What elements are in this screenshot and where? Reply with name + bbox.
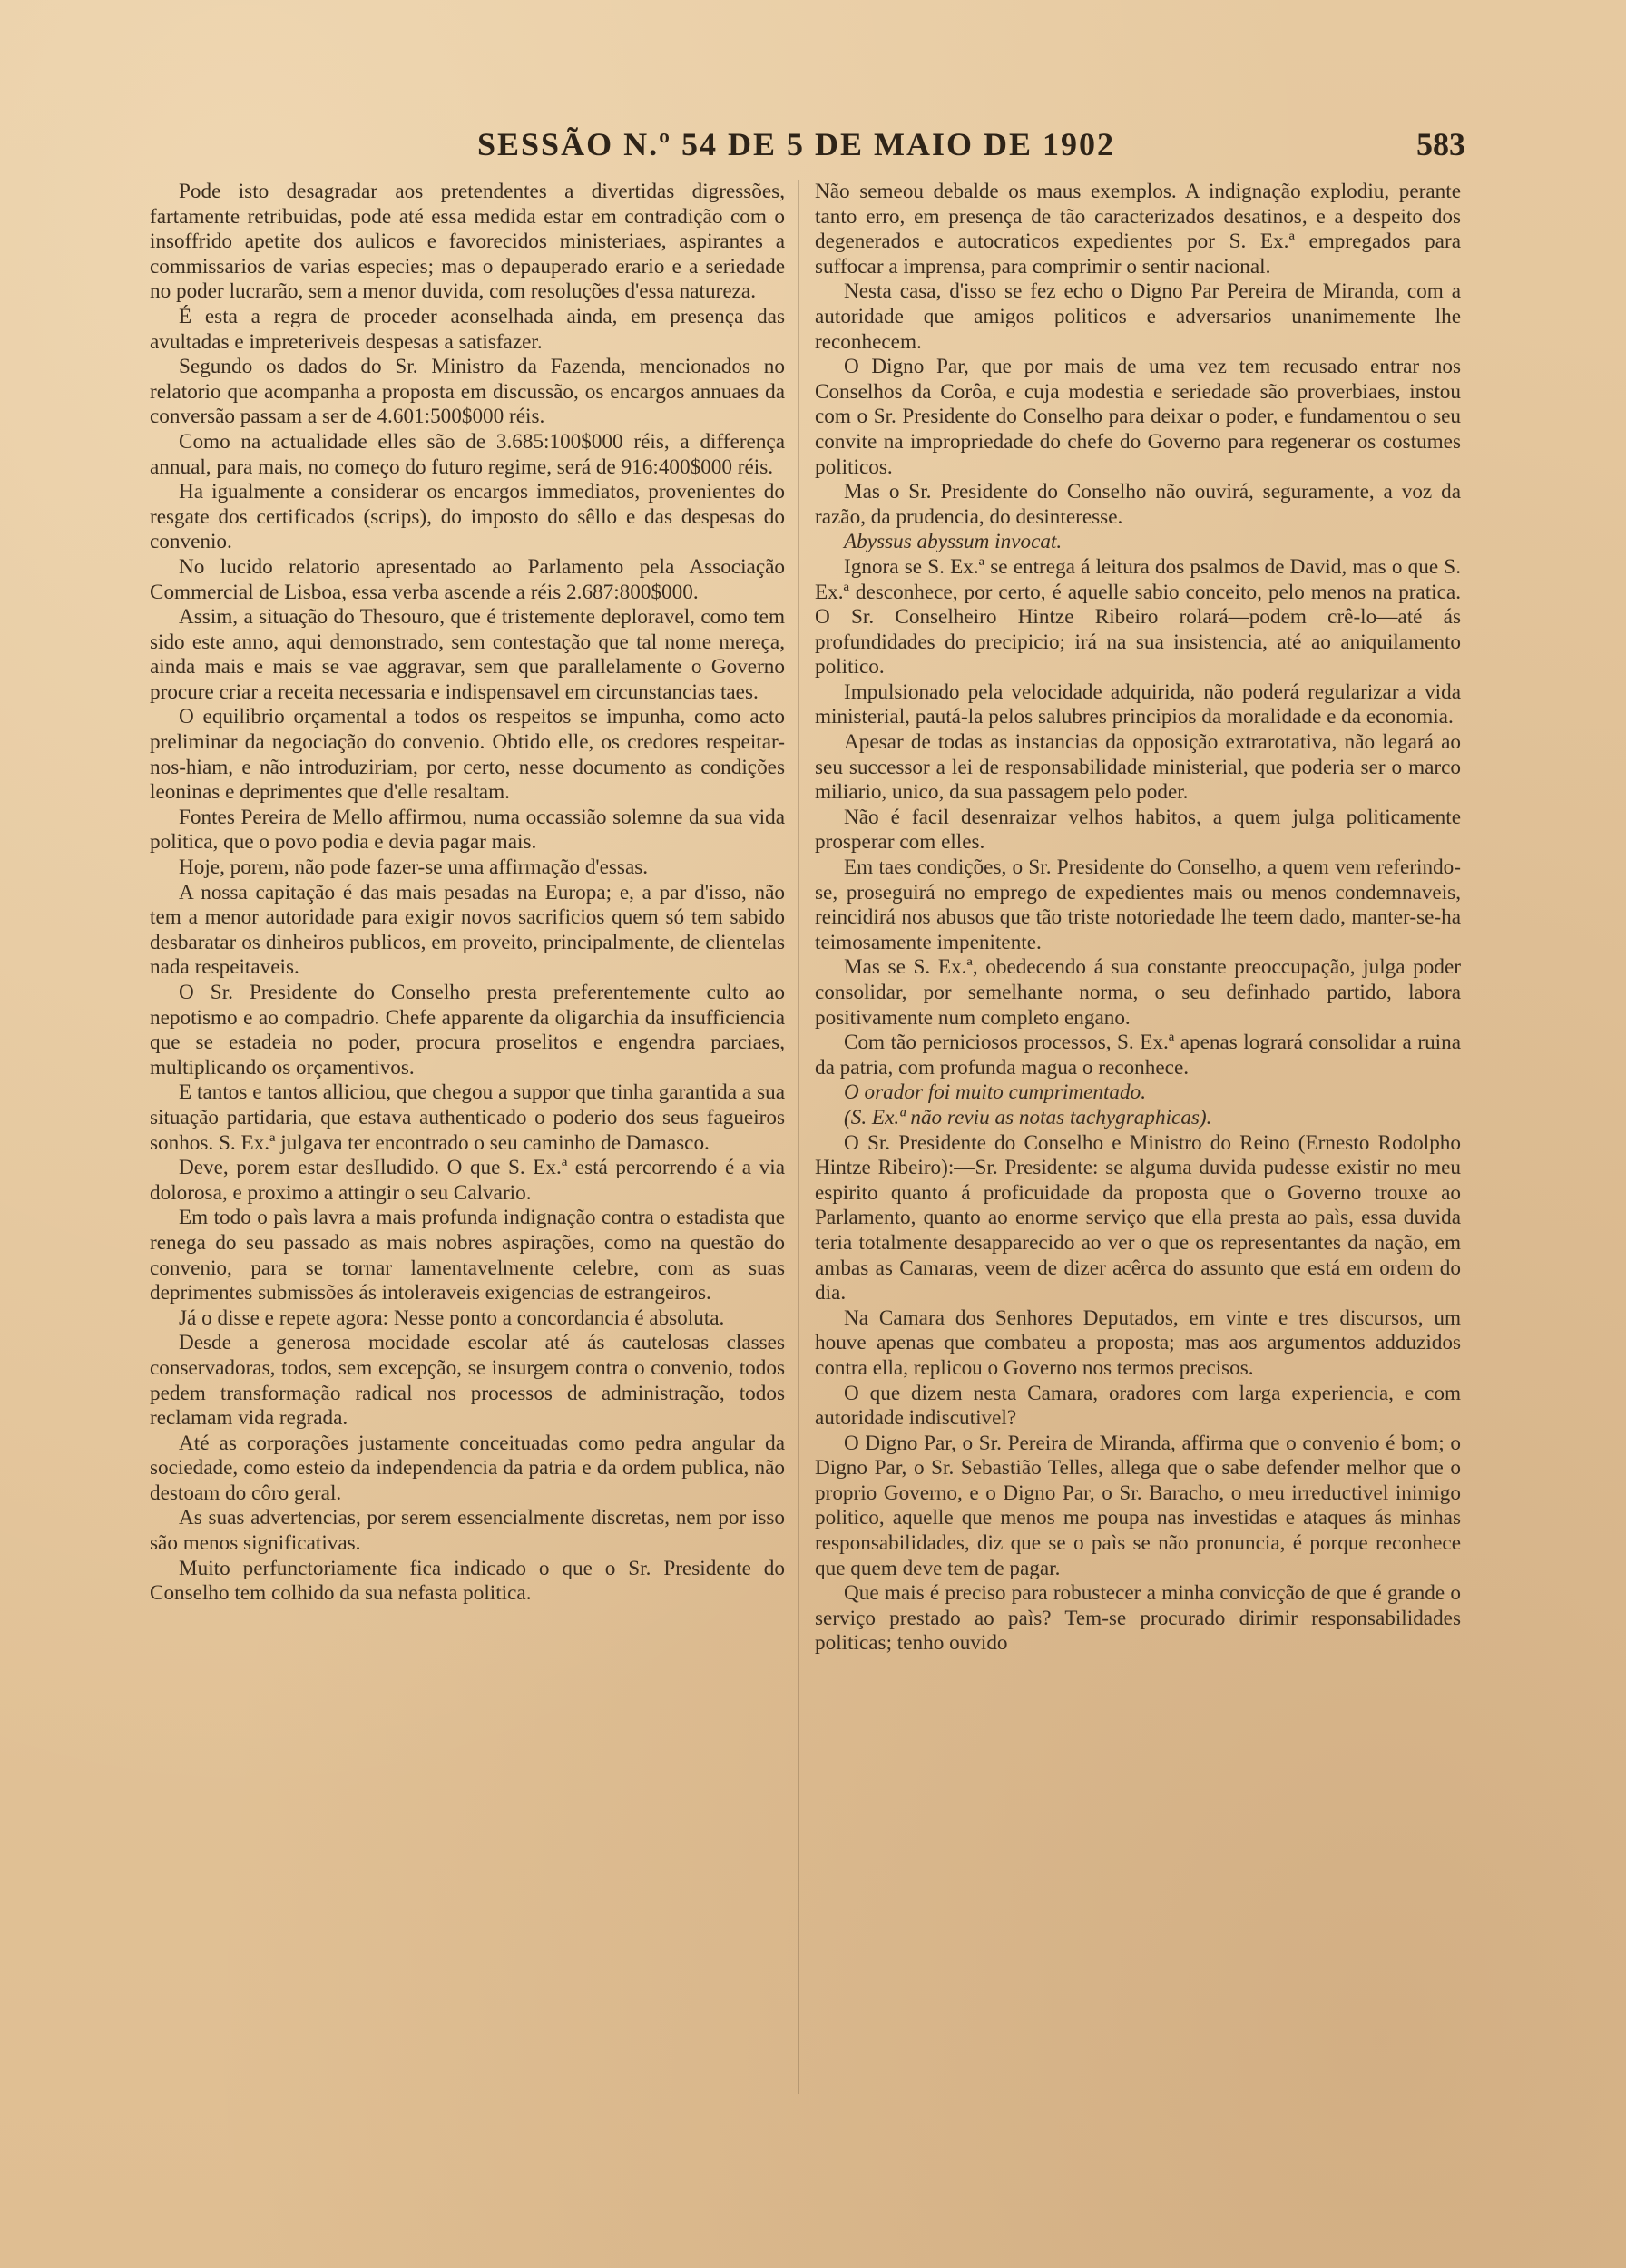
paragraph: No lucido relatorio apresentado ao Parlamento pela Associação Commercial de Lisboa, essa verba ascende a réis 2.687:800$000. (150, 554, 785, 604)
paragraph: O equilibrio orçamental a todos os respeitos se impunha, como acto preliminar da negociação do convenio. Obtido elle, os credores respeitar-nos-hiam, e não introduziriam, por certo, nesse documento as condições leoninas e deprimentes que d'elle resaltam. (150, 705, 785, 805)
session-title: SESSÃO N.º 54 DE 5 DE MAIO DE 1902 (477, 126, 1115, 162)
paragraph: Ha igualmente a considerar os encargos immediatos, provenientes do resgate dos certificados (scrips), do imposto do sêllo e das despesas do convenio. (150, 480, 785, 554)
paragraph: O que dizem nesta Camara, oradores com larga experiencia, e com autoridade indiscutivel? (815, 1381, 1461, 1431)
paragraph: Deve, porem estar desIludido. O que S. Ex.ª está percorrendo é a via dolorosa, e proximo a attingir o seu Calvario. (150, 1156, 785, 1205)
paragraph: Não semeou debalde os maus exemplos. A indignação explodiu, perante tanto erro, em presença de tão caracterizados desatinos, e a despeito dos degenerados e autocraticos expedientes por S. Ex.ª empregados para suffocar a imprensa, para comprimir o sentir nacional. (815, 180, 1461, 279)
paragraph: Não é facil desenraizar velhos habitos, a quem julga politicamente prosperar com elles. (815, 805, 1461, 855)
page-number: 583 (1416, 126, 1465, 162)
paragraph: A nossa capitação é das mais pesadas na Europa; e, a par d'isso, não tem a menor autoridade para exigir novos sacrificios quem só tem sabido desbaratar os dinheiros publicos, em proveito, principalmente, de clientelas nada respeitaveis. (150, 880, 785, 980)
paragraph: Na Camara dos Senhores Deputados, em vinte e tres discursos, um houve apenas que combateu a proposta; mas aos argumentos adduzidos contra ella, replicou o Governo nos termos precisos. (815, 1305, 1461, 1380)
page-header (127, 125, 1465, 171)
paragraph: Segundo os dados do Sr. Ministro da Fazenda, mencionados no relatorio que acompanha a proposta em discussão, os encargos annuaes da conversão passam a ser de 4.601:500$000 réis. (150, 355, 785, 429)
paragraph: Fontes Pereira de Mello affirmou, numa occassião solemne da sua vida politica, que o povo podia e devia pagar mais. (150, 805, 785, 855)
paragraph: Apesar de todas as instancias da opposição extrarotativa, não legará ao seu successor a lei de responsabilidade ministerial, que poderia ser o marco miliario, unico, da sua passagem pelo poder. (815, 730, 1461, 805)
paragraph: Muito perfunctoriamente fica indicado o que o Sr. Presidente do Conselho tem colhido da sua nefasta politica. (150, 1556, 785, 1606)
paragraph: Ignora se S. Ex.ª se entrega á leitura dos psalmos de David, mas o que S. Ex.ª desconhece, por certo, é aquelle sabio conceito, pelo menos na pratica. O Sr. Conselheiro Hintze Ribeiro rolará—podem crê-lo—até ás profundidades do precipicio; irá na sua insistencia, até ao aniquilamento politico. (815, 554, 1461, 679)
paragraph: Mas se S. Ex.ª, obedecendo á sua constante preoccupação, julga poder consolidar, por semelhante norma, o seu definhado partido, labora positivamente num completo engano. (815, 955, 1461, 1030)
paragraph: Desde a generosa mocidade escolar até ás cautelosas classes conservadoras, todos, sem excepção, se insurgem contra o convenio, todos pedem transformação radical nos processos de administração, todos reclamam vida regrada. (150, 1331, 785, 1431)
paragraph: Já o disse e repete agora: Nesse ponto a concordancia é absoluta. (179, 1305, 725, 1330)
paragraph: Em todo o paìs lavra a mais profunda indignação contra o estadista que renega do seu passado as mais nobres aspirações, como na questão do convenio, para se tornar lamentavelmente celebre, com as suas deprimentes submissões ás intoleraveis exigencias de estrangeiros. (150, 1206, 785, 1305)
paragraph: Até as corporações justamente conceituadas como pedra angular da sociedade, como esteio da independencia da patria e da ordem publica, não destoam do côro geral. (150, 1431, 785, 1505)
stage-note: (S. Ex.ª não reviu as notas tachygraphicas). (844, 1105, 1212, 1129)
speaker-paragraph: O Sr. Presidente do Conselho e Ministro do Reino (Ernesto Rodolpho Hintze Ribeiro):—Sr. Presidente: se alguma duvida pudesse existir no meu espirito quanto á proficuidade da proposta que o Governo trouxe ao Parlamento, quanto ao enorme serviço que ella presta ao paìs, essa duvida teria totalmente desapparecido ao ver o que os representantes da nação, em ambas as Camaras, veem de dizer acêrca do assunto que está em ordem do dia. (815, 1130, 1461, 1305)
left-column (150, 180, 785, 1607)
paragraph: Nesta casa, d'isso se fez echo o Digno Par Pereira de Miranda, com a autoridade que amigos politicos e adversarios unanimemente lhe reconhecem. (815, 279, 1461, 354)
paragraph: Em taes condições, o Sr. Presidente do Conselho, a quem vem referindo-se, proseguirá no emprego de expedientes mais ou menos condemnaveis, reincidirá nos abusos que tão triste notoriedade lhe teem dado, manter-se-ha teimosamente impenitente. (815, 855, 1461, 954)
paragraph: O Digno Par, o Sr. Pereira de Miranda, affirma que o convenio é bom; o Digno Par, o Sr. Sebastião Telles, allega que o sabe defender melhor que o proprio Governo, e o Digno Par, o Sr. Baracho, o meu irreductivel inimigo politico, aquelle que menos me poupa nas investidas e ataques ás minhas responsabilidades, diz que se o paìs se não pronuncia, é porque reconhece que quem deve tem de pagar. (815, 1431, 1461, 1580)
paragraph: Como na actualidade elles são de 3.685:100$000 réis, a differença annual, para mais, no começo do futuro regime, será de 916:400$000 réis. (150, 429, 785, 479)
paragraph: Pode isto desagradar aos pretendentes a divertidas digressões, fartamente retribuidas, pode até essa medida estar em contradição com o insoffrido apetite dos aulicos e favorecidos ministeriaes, aspirantes a commissarios de varias especies; mas o depauperado erario e a seriedade no poder lucrarão, sem a menor duvida, com resoluções d'essa natureza. (150, 180, 785, 304)
paragraph: As suas advertencias, por serem essencialmente discretas, nem por isso são menos significativas. (150, 1506, 785, 1556)
paragraph: Com tão perniciosos processos, S. Ex.ª apenas logrará consolidar a ruina da patria, com profunda magua o reconhece. (815, 1031, 1461, 1080)
latin-quote: Abyssus abyssum invocat. (844, 530, 1063, 554)
column-divider (798, 180, 799, 2094)
paragraph: O Digno Par, que por mais de uma vez tem recusado entrar nos Conselhos da Corôa, e cuja modestia e seriedade são proverbiaes, instou com o Sr. Presidente do Conselho para deixar o poder, e fundamentou o seu convite na impropriedade do chefe do Governo para regenerar os costumes politicos. (815, 355, 1461, 479)
paragraph: Que mais é preciso para robustecer a minha convicção de que é grande o serviço prestado ao paìs? Tem-se procurado dirimir responsabilidades politicas; tenho ouvido (815, 1581, 1461, 1656)
stage-note: O orador foi muito cumprimentado. (844, 1080, 1146, 1105)
paragraph: E tantos e tantos alliciou, que chegou a suppor que tinha garantida a sua situação partidaria, que estava authenticado o poderio dos seus fagueiros sonhos. S. Ex.ª julgava ter encontrado o seu caminho de Damasco. (150, 1080, 785, 1155)
right-column (815, 180, 1461, 1657)
paragraph: Hoje, porem, não pode fazer-se uma affirmação d'essas. (179, 855, 649, 880)
paragraph: Impulsionado pela velocidade adquirida, não poderá regularizar a vida ministerial, pautá-la pelos salubres principios da moralidade e da economia. (815, 679, 1461, 729)
paragraph: Assim, a situação do Thesouro, que é tristemente deploravel, como tem sido este anno, aqui demonstrado, sem contestação que tal nome mereça, ainda mais e mais se vae aggravar, sem que parallelamente o Governo procure criar a receita necessaria e indispensavel em circunstancias taes. (150, 605, 785, 704)
paragraph: O Sr. Presidente do Conselho presta preferentemente culto ao nepotismo e ao compadrio. Chefe apparente da oligarchia da insufficiencia que se estadeia no poder, procura proselitos e engendra parciaes, multiplicando os orçamentivos. (150, 981, 785, 1080)
paragraph: É esta a regra de proceder aconselhada ainda, em presença das avultadas e impreteriveis despesas a satisfazer. (150, 304, 785, 354)
paragraph: Mas o Sr. Presidente do Conselho não ouvirá, seguramente, a voz da razão, da prudencia, do desinteresse. (815, 480, 1461, 529)
